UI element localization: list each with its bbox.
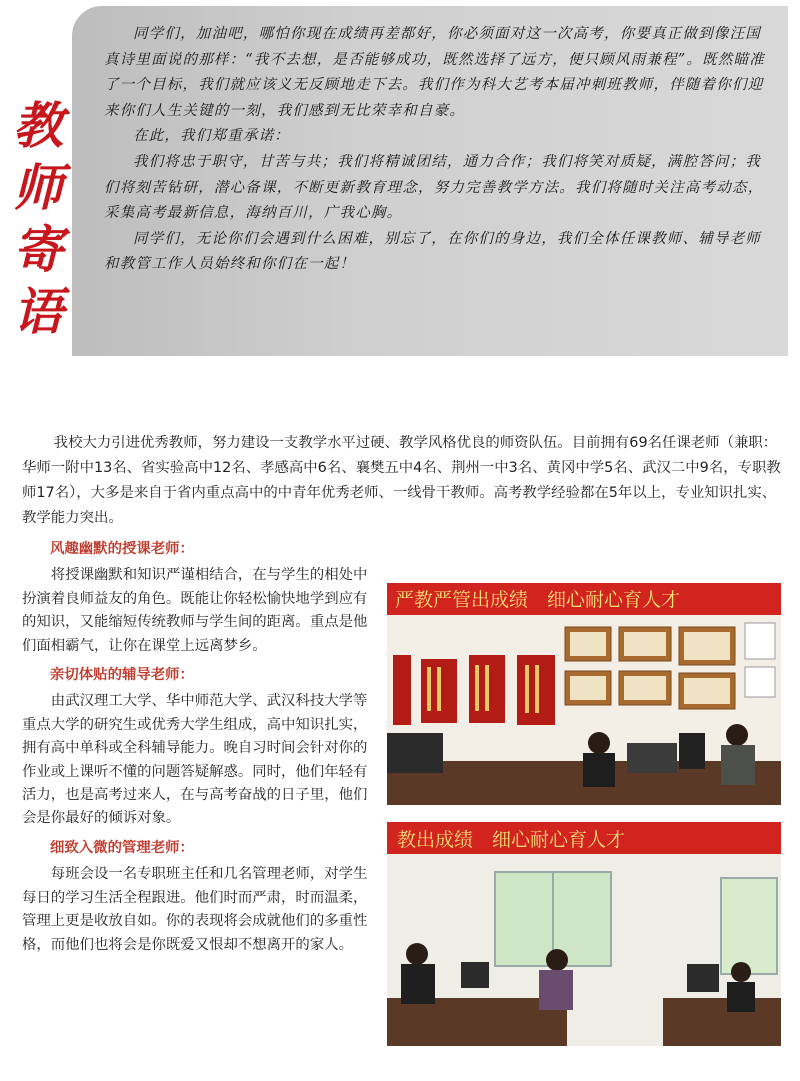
office-photo-1 bbox=[387, 583, 781, 805]
message-paragraph: 同学们，无论你们会遇到什么困难，别忘了，在你们的身边，我们全体任课教师、辅导老师和教管工作人员始终和你们在一起！ bbox=[104, 230, 761, 273]
section-body: 每班会设一名专职班主任和几名管理老师，对学生每日的学习生活全程跟进。他们时而严肃，时而温柔，管理上更是收放自如。你的表现将会成就他们的多重性格，而他们也将会是你既爱又恨却不想离开的家人。 bbox=[22, 866, 368, 953]
section-body: 由武汉理工大学、华中师范大学、武汉科技大学等重点大学的研究生或优秀大学生组成，高中知识扎实，拥有高中单科或全科辅导能力。晚自习时间会针对你的作业或上课听不懂的问题答疑解惑。同时，他们年轻有活力，也是高考过来人，在与高考奋战的日子里，他们会是你最好的倾诉对象。 bbox=[22, 693, 368, 827]
section-body: 将授课幽默和知识严谨相结合，在与学生的相处中扮演着良师益友的角色。既能让你轻松愉快地学到应有的知识，又能缩短传统教师与学生间的距离。重点是他们面相霸气，让你在课堂上远离梦乡。 bbox=[22, 567, 368, 654]
office-photo-2 bbox=[387, 822, 781, 1046]
message-text bbox=[104, 22, 776, 278]
section-title: 细致入微的管理老师： bbox=[50, 839, 194, 856]
message-paragraph: 同学们，加油吧，哪怕你现在成绩再差都好，你必须面对这一次高考，你要真正做到像汪国真诗里面说的那样：“我不去想，是否能够成功，既然选择了远方，便只顾风雨兼程”。既然瞄准了一个目标，我们就应该义无反顾地走下去。我们作为科大艺考本届冲刺班教师，伴随着你们迎来你们人生关键的一刻，我们感到无比荣幸和自豪。 bbox=[104, 26, 765, 119]
intro-text: 我校大力引进优秀教师，努力建设一支教学水平过硬、教学风格优良的师资队伍。目前拥有69名任课老师（兼职：华师一附中13名、省实验高中12名、孝感高中6名、襄樊五中4名、荆州一中3名、黄冈中学5名、武汉二中9名，专职教师17名），大多是来自于省内重点高中的中青年优秀老师、一线骨干教师。高考教学经验都在5年以上，专业知识扎实、教学能力突出。 bbox=[22, 435, 781, 526]
title-char: 教 bbox=[13, 96, 63, 155]
message-paragraph: 在此，我们郑重承诺： bbox=[133, 128, 290, 145]
section-lecturers bbox=[22, 538, 372, 658]
vertical-title bbox=[6, 95, 70, 343]
message-paragraph: 我们将忠于职守，甘苦与共；我们将精诚团结，通力合作；我们将笑对质疑，满腔答问；我们将刻苦钻研，潜心备课，不断更新教育理念，努力完善教学方法。我们将随时关注高考动态，采集高考最新信息，海纳百川，广我心胸。 bbox=[104, 153, 764, 222]
title-char: 语 bbox=[13, 282, 63, 341]
intro-block bbox=[22, 431, 782, 531]
section-managers bbox=[22, 837, 372, 957]
title-char: 寄 bbox=[13, 220, 63, 279]
section-tutors bbox=[22, 664, 372, 831]
teacher-sections bbox=[22, 538, 372, 963]
section-title: 风趣幽默的授课老师： bbox=[50, 541, 194, 557]
section-title: 亲切体贴的辅导老师： bbox=[50, 667, 194, 684]
title-char: 师 bbox=[13, 158, 63, 217]
photo2-banner-text: 教出成绩 细心耐心育人才 bbox=[397, 829, 626, 851]
photo1-banner-text: 严教严管出成绩 细心耐心育人才 bbox=[395, 589, 681, 611]
